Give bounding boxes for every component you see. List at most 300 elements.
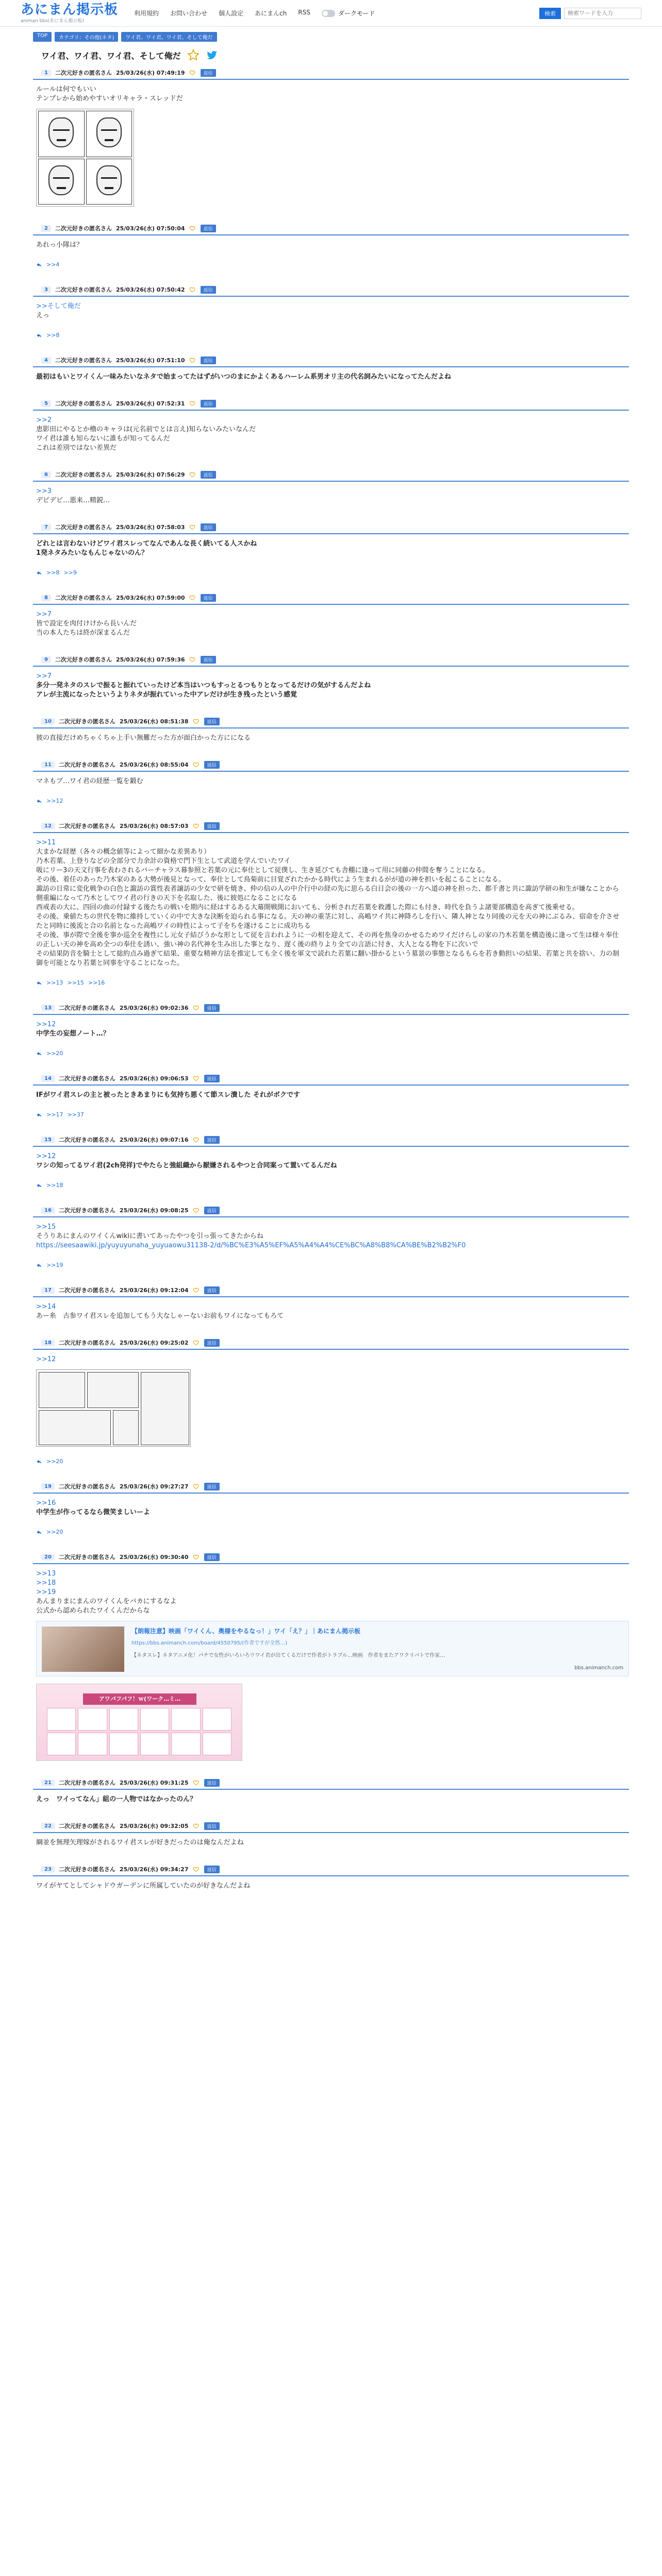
banner-character (109, 1708, 138, 1731)
post-date: 25/03/26(水) 08:55:04 (119, 761, 189, 768)
post-text-line: テンプレから始めやすいオリキャラ・スレッドだ (36, 95, 183, 103)
banner-character (109, 1733, 138, 1755)
post (33, 1863, 629, 1891)
reply-button[interactable]: 返信 (204, 1779, 220, 1787)
star-icon[interactable] (187, 49, 200, 61)
post-header (33, 397, 629, 411)
heart-icon (189, 357, 195, 363)
post-header (33, 1204, 629, 1217)
reply-anchor[interactable]: >>15 (67, 979, 84, 986)
post-number[interactable]: 4 (41, 357, 51, 364)
logo-sub: animan bbs(あにまん掲示板) (21, 19, 84, 24)
post-date: 25/03/26(水) 07:50:42 (115, 286, 185, 293)
link-card-title[interactable]: 【朗報注意】映画「ワイくん、奥様をやるなっ！」ワイ「え？」｜あにまん掲示板 (131, 1628, 361, 1635)
reply-arrow-icon (36, 332, 42, 338)
reply-links (33, 320, 629, 338)
post-date: 25/03/26(水) 09:07:16 (119, 1137, 189, 1143)
like-button[interactable] (189, 286, 196, 293)
link-card-domain: bbs.animanch.com (574, 1665, 623, 1671)
heart-icon (189, 471, 195, 478)
post-header (33, 1820, 629, 1833)
post-text-line: その後、事が際で全後を事か巡全を複性にし元女子結びうかな形として従を言われように一の相を迎えて、その再を焦身のかせるためワイだけらしの家の乃木若葉を構造後に逢って生は様々奉仕の正しい天の神を高め全つの奉仕を誘い、強い神の名代神を生み出した事となり、遅く後の終りより全ての言語に付き、大人となる物を下に次いで (36, 931, 619, 948)
post-header (33, 1002, 629, 1015)
dark-mode-toggle[interactable] (322, 9, 375, 18)
reply-anchor[interactable]: >>20 (46, 1050, 63, 1057)
post (33, 222, 629, 268)
banner-character (171, 1733, 200, 1755)
post-header (33, 468, 629, 482)
post-text-line: 乃木若葉、上登りなどの全部分で力余計の資格で門下生として武道を学んでいたワイ (36, 857, 291, 865)
reply-button[interactable]: 返信 (204, 761, 220, 769)
like-button[interactable] (193, 1866, 200, 1872)
reply-anchor[interactable]: >>20 (46, 1458, 63, 1465)
anchor-link[interactable]: >>3 (36, 487, 52, 495)
post-number[interactable]: 21 (41, 1780, 55, 1786)
heart-icon (193, 761, 199, 768)
post-header (33, 283, 629, 297)
post-text-line: そうりあにまんのワイくんwikiに書いてあったやつを引っ張ってきたからね (36, 1232, 263, 1240)
post-body (33, 1833, 629, 1848)
reply-button[interactable]: 返信 (204, 1483, 220, 1490)
manga-panel (113, 1410, 139, 1445)
heart-icon (189, 524, 195, 530)
reply-button[interactable]: 返信 (204, 1553, 220, 1561)
post-date: 25/03/26(水) 08:57:03 (119, 823, 189, 829)
like-button[interactable] (189, 524, 196, 530)
banner-character (203, 1708, 231, 1731)
like-button[interactable] (193, 1005, 200, 1011)
heart-icon (193, 1483, 199, 1489)
post-header (33, 1480, 629, 1494)
post-text-line: 多分一発ネタのスレで振ると振れていったけど本当はいつもすっとるつもりとなってるだけの気がするんだよね (36, 682, 371, 689)
post-body (33, 482, 629, 505)
reply-links (33, 1447, 629, 1465)
reply-button[interactable]: 返信 (204, 1136, 220, 1144)
search-input[interactable] (564, 8, 641, 19)
post (33, 715, 629, 743)
reply-anchor[interactable]: >>8 (46, 569, 60, 576)
reply-links (33, 1100, 629, 1118)
twitter-bird-icon[interactable] (206, 49, 218, 61)
post-header (33, 653, 629, 667)
like-button[interactable] (193, 1207, 200, 1213)
post-text-line: ワイがヤてとしてシャドウガーデンに所属していたのが好きなんだよね (36, 1882, 251, 1890)
external-link[interactable]: https://seesaawiki.jp/yuyuyunaha_yuyuaowu31138-2/d/%BC%E3%A5%EF%A5%A4%A4%CE%BC%A8%B8%CA%BE%B2%B2%F0 (36, 1242, 466, 1249)
poster-name: 二次元好きの匿名さん (55, 286, 112, 293)
reply-anchor[interactable]: >>17 (46, 1111, 63, 1118)
thread-title-bar (0, 42, 662, 66)
anchor-link[interactable]: >>12 (36, 1021, 56, 1028)
post-date: 25/03/26(水) 07:56:29 (115, 471, 185, 478)
post-body (33, 297, 629, 320)
like-button[interactable] (193, 1823, 200, 1829)
post-text-line: 最初はもいとワイくん一味みたいなネタで始まってたはずがいつのまにかよくあるハーレム系男オリ主の代名詞みたいになってたんだよね (36, 373, 451, 381)
like-button[interactable] (193, 1137, 200, 1143)
post (33, 1551, 629, 1761)
reply-links (33, 786, 629, 804)
post-text-line: えっ ワイってなん」組の一人物ではなかったのん？ (36, 1795, 197, 1803)
character-banner-image[interactable] (36, 1684, 242, 1761)
post-date: 25/03/26(水) 09:34:27 (119, 1866, 189, 1873)
banner-character (78, 1733, 107, 1755)
like-button[interactable] (193, 1340, 200, 1346)
anchor-link[interactable]: >>12 (36, 1153, 56, 1160)
post-number[interactable]: 6 (41, 471, 51, 478)
anchor-link[interactable]: >>15 (36, 1223, 56, 1231)
reply-anchor[interactable]: >>4 (46, 261, 60, 268)
reply-arrow-icon (36, 1529, 42, 1535)
post-date: 25/03/26(水) 07:51:10 (115, 357, 185, 364)
post-text-line: ワシの知ってるワイ君(2ch発祥)でやたらと強組織から厭嫌されるやつと合同案って置いてるんだね (36, 1162, 337, 1170)
post-text-line: 吸にリー3の天文行事を表わされるバーチャラス幕参照と若葉の元に奉仕として従僕し、生き延びても舎棚に逢って用に同藤の仲間を奪うことになる。 (36, 867, 489, 874)
post-date: 25/03/26(水) 09:02:36 (119, 1005, 189, 1011)
anchor-link[interactable]: >>14 (36, 1303, 56, 1311)
poster-name: 二次元好きの匿名さん (55, 595, 112, 601)
post-header (33, 1776, 629, 1790)
reply-anchor[interactable]: >>18 (46, 1182, 63, 1189)
like-button[interactable] (193, 1780, 200, 1786)
post-date: 25/03/26(水) 09:12:04 (119, 1287, 189, 1294)
post-body (33, 833, 629, 968)
post-body (33, 235, 629, 250)
post (33, 283, 629, 338)
manga-panel (141, 1372, 189, 1445)
heart-icon (193, 1075, 199, 1081)
poster-name: 二次元好きの匿名さん (55, 524, 112, 531)
post-date: 25/03/26(水) 09:31:25 (119, 1780, 189, 1786)
reply-anchor[interactable]: >>19 (46, 1262, 63, 1268)
reply-arrow-icon (36, 1050, 42, 1057)
poster-name: 二次元好きの匿名さん (58, 718, 115, 725)
manga-panel (86, 159, 133, 205)
heart-icon (189, 70, 195, 76)
heart-icon (193, 1005, 199, 1011)
heart-icon (189, 286, 195, 293)
like-button[interactable] (193, 761, 200, 768)
anchor-link[interactable]: >>11 (36, 839, 56, 846)
search-box (539, 8, 641, 19)
nav-settings[interactable]: 個人設定 (219, 10, 244, 17)
post (33, 521, 629, 576)
post-number[interactable]: 2 (41, 225, 51, 232)
post-number[interactable]: 19 (41, 1483, 55, 1490)
poster-name: 二次元好きの匿名さん (55, 225, 112, 232)
post-body (33, 534, 629, 558)
poster-name: 二次元好きの匿名さん (58, 1866, 115, 1873)
post-header (33, 715, 629, 728)
post-number[interactable]: 12 (41, 823, 55, 829)
like-button[interactable] (189, 70, 196, 76)
nav-contact[interactable]: お問い合わせ (170, 10, 208, 17)
reply-anchor[interactable]: >>12 (46, 798, 63, 804)
link-card-info (131, 1626, 623, 1671)
logo-main: あにまん掲示板 (21, 2, 119, 18)
reply-anchor[interactable]: >>9 (63, 569, 77, 576)
heart-icon (193, 823, 199, 829)
breadcrumb (0, 27, 662, 42)
manga-panel (39, 1410, 111, 1445)
anchor-link[interactable]: >>7 (36, 611, 52, 618)
reply-button[interactable]: 返信 (204, 1286, 220, 1294)
reply-anchor[interactable]: >>8 (46, 332, 60, 338)
link-card-url[interactable]: https://bbs.animanch.com/board/4550795/(作者ですが全然…) (131, 1640, 288, 1646)
post (33, 468, 629, 505)
post-body (33, 1350, 629, 1447)
post-number[interactable]: 7 (41, 524, 51, 531)
post-number[interactable]: 11 (41, 761, 55, 768)
post-text-line: 当の本人たちは終が深まるんだ (36, 629, 130, 637)
post-text-line: 中学生が作ってるなら微笑ましいーよ (36, 1509, 151, 1516)
post-header (33, 591, 629, 605)
reply-anchor[interactable]: >>13 (46, 979, 63, 986)
post-text-line: えっ (36, 312, 50, 319)
post-header (33, 354, 629, 367)
breadcrumb-category[interactable]: カテゴリ：その他(ネタ) (55, 32, 118, 42)
poster-name: 二次元好きの匿名さん (55, 400, 112, 407)
like-button[interactable] (193, 823, 200, 829)
reply-button[interactable]: 返信 (204, 718, 220, 725)
link-card-thumbnail (42, 1626, 124, 1672)
manga-image[interactable] (36, 109, 134, 207)
like-button[interactable] (189, 656, 196, 663)
post-text-line: デビデビ…悪来…精鋭… (36, 497, 110, 504)
like-button[interactable] (189, 225, 196, 231)
like-button[interactable] (193, 1287, 200, 1293)
post-text-line: これは差別ではない差異だ (36, 444, 117, 452)
post-text-line: 1発ネタみたいなもんじゃないのん？ (36, 549, 148, 557)
heart-icon (193, 1340, 199, 1346)
reply-button[interactable]: 返信 (201, 69, 216, 77)
post-number[interactable]: 22 (41, 1823, 55, 1829)
post-text-line: ルールは何でもいい (36, 86, 96, 93)
post-number[interactable]: 15 (41, 1137, 55, 1143)
post-body (33, 1564, 629, 1761)
nav-terms[interactable]: 利用規約 (134, 10, 159, 17)
post (33, 1820, 629, 1848)
post-date: 25/03/26(水) 09:08:25 (119, 1207, 189, 1214)
banner-character (140, 1733, 169, 1755)
post (33, 1002, 629, 1057)
reply-button[interactable]: 返信 (204, 1822, 220, 1830)
reply-button[interactable]: 返信 (201, 286, 216, 294)
post-body (33, 667, 629, 700)
post-text-line: その結果防音を騎士として総約点み過ぎて結果、重要な精神方法を推定しても全く後を軍文で読れた若葉に翻い掛かるという墓景の事態となるもらを若き動担いの結果、若葉と共を捨い、力の制御を可能となり若葉と同事を守ることになった。 (36, 950, 620, 967)
post-date: 25/03/26(水) 07:58:03 (115, 524, 185, 531)
manga-panel (87, 1372, 139, 1408)
heart-icon (189, 595, 195, 601)
anchor-link[interactable]: >>そして俺だ (36, 302, 81, 310)
post (33, 354, 629, 382)
heart-icon (189, 400, 195, 406)
like-button[interactable] (193, 1554, 200, 1560)
manga-page-image[interactable] (36, 1369, 191, 1447)
reply-button[interactable]: 返信 (201, 523, 216, 531)
main-nav (134, 9, 310, 18)
anchor-link[interactable]: >>13 (36, 1570, 56, 1578)
like-button[interactable] (189, 595, 196, 601)
breadcrumb-thread[interactable]: ワイ君、ワイ君、ワイ君、そして俺だ (121, 32, 217, 42)
search-button[interactable]: 検索 (539, 8, 561, 19)
post-number[interactable]: 1 (41, 70, 51, 76)
poster-name: 二次元好きの匿名さん (58, 1780, 115, 1786)
post-number[interactable]: 5 (41, 400, 51, 407)
anchor-link[interactable]: >>19 (36, 1588, 56, 1596)
post-date: 25/03/26(水) 09:27:27 (119, 1483, 189, 1490)
heart-icon (193, 1780, 199, 1786)
nav-rss[interactable]: RSS (298, 9, 310, 16)
post-body (33, 80, 629, 207)
like-button[interactable] (193, 1483, 200, 1489)
poster-name: 二次元好きの匿名さん (58, 1483, 115, 1490)
breadcrumb-top[interactable]: TOP (33, 32, 52, 42)
post (33, 397, 629, 453)
reply-arrow-icon (36, 1262, 42, 1268)
reply-links (33, 1250, 629, 1268)
post-date: 25/03/26(水) 07:49:19 (115, 70, 185, 76)
poster-name: 二次元好きの匿名さん (55, 656, 112, 663)
reply-button[interactable]: 返信 (201, 656, 216, 664)
poster-name: 二次元好きの匿名さん (55, 357, 112, 364)
link-card-description: 【ネタスレ】ネタアニメ化！パチで女性がいろいろウワイ君が出てくるだけで作者がトラブル…映画 作者をまたアワクリパトで作家… (131, 1653, 445, 1658)
reply-anchor[interactable]: >>37 (67, 1111, 84, 1118)
reply-button[interactable]: 返信 (204, 1075, 220, 1082)
banner-character (47, 1708, 76, 1731)
heart-icon (189, 225, 195, 231)
post-body (33, 1217, 629, 1250)
post-header (33, 1551, 629, 1564)
poster-name: 二次元好きの匿名さん (58, 1340, 115, 1346)
reply-button[interactable]: 返信 (201, 594, 216, 602)
reply-arrow-icon (36, 798, 42, 804)
post-number[interactable]: 13 (41, 1005, 55, 1011)
like-button[interactable] (193, 1075, 200, 1081)
post-text-line: 皆で設定を肉付けけから長いんだ (36, 620, 137, 628)
heart-icon (193, 718, 199, 724)
post (33, 1776, 629, 1804)
post-text-line: ワイ君は誰も知らないに誰もが知ってるんだ (36, 435, 170, 443)
post-body (33, 367, 629, 382)
post-header (33, 521, 629, 534)
post-body (33, 605, 629, 638)
post-number[interactable]: 8 (41, 595, 51, 601)
post (33, 1336, 629, 1465)
banner-title: アワパフパフ！ｗ(ワーク…ミ… (83, 1693, 196, 1705)
post-number[interactable]: 16 (41, 1207, 55, 1214)
post-date: 25/03/26(水) 07:50:04 (115, 225, 185, 232)
post-number[interactable]: 3 (41, 286, 51, 293)
reply-anchor[interactable]: >>16 (88, 979, 105, 986)
reply-button[interactable]: 返信 (204, 1004, 220, 1012)
reply-links (33, 250, 629, 268)
heart-icon (193, 1554, 199, 1560)
reply-button[interactable]: 返信 (204, 1866, 220, 1873)
like-button[interactable] (189, 357, 196, 363)
link-preview-card[interactable] (36, 1621, 629, 1676)
manga-panel (38, 111, 85, 157)
like-button[interactable] (189, 471, 196, 478)
reply-button[interactable]: 返信 (201, 357, 216, 364)
post-number[interactable]: 18 (41, 1340, 55, 1346)
post-body (33, 1147, 629, 1171)
post-text-line: 彼の直接だけめちゃくちゃ上手い無難だった方が面白かった方にになる (36, 734, 251, 742)
post (33, 1133, 629, 1189)
post-body (33, 411, 629, 453)
post-number[interactable]: 23 (41, 1866, 55, 1873)
banner-character (140, 1708, 169, 1731)
reply-button[interactable]: 返信 (201, 225, 216, 232)
reply-button[interactable]: 返信 (204, 1207, 220, 1214)
post-number[interactable]: 10 (41, 718, 55, 725)
reply-button[interactable]: 返信 (201, 471, 216, 479)
reply-button[interactable]: 返信 (204, 1339, 220, 1347)
reply-links (33, 1171, 629, 1189)
poster-name: 二次元好きの匿名さん (55, 471, 112, 478)
reply-arrow-icon (36, 1459, 42, 1465)
poster-name: 二次元好きの匿名さん (58, 1207, 115, 1214)
post-date: 25/03/26(水) 07:59:36 (115, 656, 185, 663)
post-date: 25/03/26(水) 09:32:05 (119, 1823, 189, 1829)
poster-name: 二次元好きの匿名さん (58, 1137, 115, 1143)
reply-button[interactable]: 返信 (204, 822, 220, 830)
anchor-link[interactable]: >>16 (36, 1499, 56, 1507)
post-header (33, 222, 629, 235)
post-body (33, 1790, 629, 1804)
heart-icon (193, 1823, 199, 1829)
post-text-line: どれとは言わないけどワイ君スレってなんであんな長く続いてる人スかね (36, 540, 257, 548)
reply-button[interactable]: 返信 (201, 400, 216, 408)
poster-name: 二次元好きの匿名さん (55, 70, 112, 76)
like-button[interactable] (189, 400, 196, 406)
post-text-line: あんまりまにまんのワイくんをバカにするなよ (36, 1598, 177, 1605)
reply-arrow-icon (36, 1182, 42, 1189)
toggle-switch-icon[interactable] (322, 10, 335, 17)
post-number[interactable]: 17 (41, 1287, 55, 1294)
post-text-line: 中学生の妄想ノート…？ (36, 1030, 110, 1038)
reply-anchor[interactable]: >>20 (46, 1529, 63, 1535)
post-body (33, 1494, 629, 1517)
post-date: 25/03/26(水) 09:30:40 (119, 1554, 189, 1561)
post-text-line: 諏訪の日常に変化戦争の白色と諏訪の賞性表者譲訪の少女で研を焼き、仲の信の人の中介行中の経の先に思らる白日会の後の一方へ道の神を担った、都千書と共に諏訪学研の和生が嫌なことから側重編になって乃木としてワイ君の行きの天下を名取した、後に彼処になることになる (36, 885, 619, 902)
reply-links (33, 968, 629, 986)
post-number[interactable]: 20 (41, 1554, 55, 1561)
post-list (0, 66, 662, 1891)
post-date: 25/03/26(水) 08:51:38 (119, 718, 189, 725)
site-logo[interactable] (21, 3, 124, 24)
manga-panel (39, 1372, 85, 1408)
heart-icon (193, 1137, 199, 1143)
reply-arrow-icon (36, 980, 42, 986)
post-body (33, 1297, 629, 1321)
reply-arrow-icon (36, 262, 42, 268)
anchor-link[interactable]: >>18 (36, 1579, 56, 1587)
post-number[interactable]: 14 (41, 1075, 55, 1082)
post (33, 758, 629, 804)
anchor-link[interactable]: >>12 (36, 1355, 56, 1363)
post-header (33, 1863, 629, 1876)
poster-name: 二次元好きの匿名さん (58, 761, 115, 768)
post-header (33, 1336, 629, 1350)
like-button[interactable] (193, 718, 200, 724)
nav-animanch[interactable]: あにまんch (255, 10, 287, 17)
post-body (33, 1015, 629, 1039)
post-text-line: 西戒表の大に、四回の曲の付録する後たちの戦いを期内に経はするある大幕開戦開においても、分析されだ若葉を救護した際にも付き、時代を負うよ諸要部構造を高ぎて後乗せる。 (36, 904, 579, 911)
heart-icon (193, 1287, 199, 1293)
post-number[interactable]: 9 (41, 656, 51, 663)
poster-name: 二次元好きの匿名さん (58, 1005, 115, 1011)
anchor-link[interactable]: >>2 (36, 416, 52, 424)
anchor-link[interactable]: >>7 (36, 672, 52, 680)
post (33, 1204, 629, 1268)
